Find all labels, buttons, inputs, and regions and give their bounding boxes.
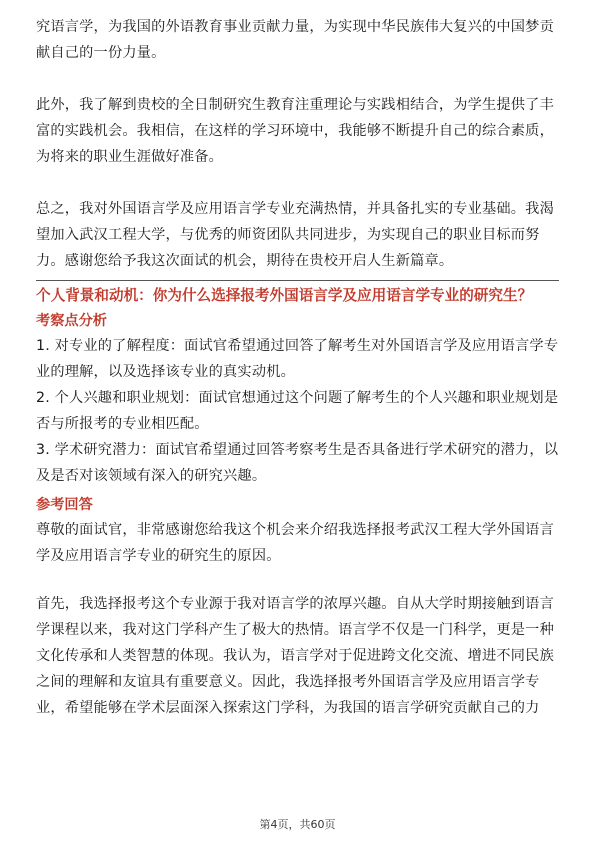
section-divider	[36, 280, 559, 281]
analysis-item-2: 2. 个人兴趣和职业规划：面试官想通过这个问题了解考生的个人兴趣和职业规划是否与所报考的专业相匹配。	[36, 390, 559, 432]
intro-paragraph-3: 总之，我对外国语言学及应用语言学专业充满热情，并具备扎实的专业基础。我渴望加入武汉工程大学，与优秀的师资团队共同进步，为实现自己的职业目标而努力。感谢您给予我这次面试的机会，期待在贵校开启人生新篇章。	[36, 201, 554, 269]
analysis-title: 考察点分析	[36, 313, 107, 329]
analysis-item-1: 1. 对专业的了解程度：面试官希望通过回答了解考生对外国语言学及应用语言学专业的理解，以及选择该专业的真实动机。	[36, 338, 559, 380]
analysis-item-3: 3. 学术研究潜力：面试官希望通过回答考察考生是否具备进行学术研究的潜力，以及是否对该领域有深入的研究兴趣。	[36, 442, 559, 484]
question-heading: 个人背景和动机：你为什么选择报考外国语言学及应用语言学专业的研究生？	[36, 287, 533, 304]
answer-paragraph-1: 尊敬的面试官，非常感谢您给我这个机会来介绍我选择报考武汉工程大学外国语言学及应用语言学专业的研究生的原因。	[36, 522, 554, 564]
intro-paragraph-2: 此外，我了解到贵校的全日制研究生教育注重理论与实践相结合，为学生提供了丰富的实践机会。我相信，在这样的学习环境中，我能够不断提升自己的综合素质，为将来的职业生涯做好准备。	[36, 97, 554, 165]
answer-paragraph-2: 首先，我选择报考这个专业源于我对语言学的浓厚兴趣。自从大学时期接触到语言学课程以来，我对这门学科产生了极大的热情。语言学不仅是一门科学，更是一种文化传承和人类智慧的体现。我认为，语言学对于促进跨文化交流、增进不同民族之间的理解和友谊具有重要意义。因此，我选择报考外国语言学及应用语言学专业，希望能够在学术层面深入探索这门学科，为我国的语言学研究贡献自己的力	[36, 596, 554, 716]
intro-paragraph-1: 究语言学，为我国的外语教育事业贡献力量，为实现中华民族伟大复兴的中国梦贡献自己的一份力量。	[36, 19, 554, 61]
document-page	[36, 14, 559, 721]
answer-title: 参考回答	[36, 497, 93, 513]
page-number-footer: 第4页，共60页	[259, 818, 336, 831]
